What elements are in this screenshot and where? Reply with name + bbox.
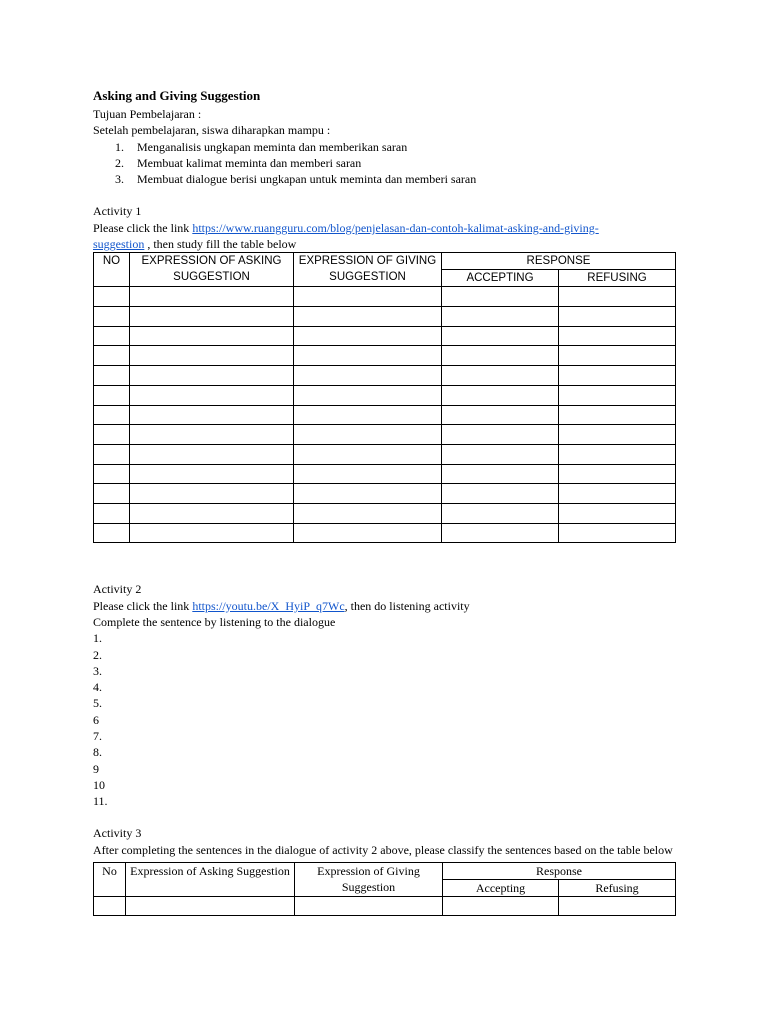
activity-2-instruction bbox=[93, 598, 678, 614]
table-cell[interactable] bbox=[559, 464, 676, 484]
table-cell[interactable] bbox=[130, 385, 294, 405]
table-cell[interactable] bbox=[443, 897, 559, 916]
answer-number: 3. bbox=[93, 663, 102, 678]
objective-text: Membuat kalimat meminta dan memberi saran bbox=[137, 155, 362, 170]
table-cell[interactable] bbox=[294, 307, 442, 327]
table-cell[interactable] bbox=[559, 405, 676, 425]
table-cell[interactable] bbox=[442, 405, 559, 425]
objective-number: 2. bbox=[115, 155, 124, 170]
activity-1-heading: Activity 1 bbox=[93, 204, 142, 219]
document-title: Asking and Giving Suggestion bbox=[93, 88, 261, 103]
objective-number: 1. bbox=[115, 139, 124, 154]
setelah-text: Setelah pembelajaran, siswa diharapkan mampu : bbox=[93, 123, 331, 138]
table-cell[interactable] bbox=[559, 897, 676, 916]
table-cell[interactable] bbox=[94, 444, 130, 464]
table-cell[interactable] bbox=[294, 464, 442, 484]
table-cell[interactable] bbox=[559, 444, 676, 464]
table-cell[interactable] bbox=[294, 484, 442, 504]
table-row bbox=[94, 287, 676, 307]
col-header-response: Response bbox=[443, 863, 676, 880]
table-row bbox=[94, 366, 676, 386]
table-cell[interactable] bbox=[294, 326, 442, 346]
table-cell[interactable] bbox=[94, 503, 130, 523]
table-cell[interactable] bbox=[442, 523, 559, 543]
answer-number-list bbox=[93, 630, 678, 809]
table-cell[interactable] bbox=[126, 897, 295, 916]
table-row bbox=[94, 484, 676, 504]
table-cell[interactable] bbox=[559, 326, 676, 346]
table-cell[interactable] bbox=[559, 425, 676, 445]
table-cell[interactable] bbox=[442, 287, 559, 307]
table-cell[interactable] bbox=[559, 346, 676, 366]
table-cell[interactable] bbox=[442, 484, 559, 504]
answer-number: 11. bbox=[93, 794, 108, 809]
col-header-response: RESPONSE bbox=[442, 253, 676, 270]
table-cell[interactable] bbox=[294, 287, 442, 307]
activity-1-instr-post: , then study fill the table below bbox=[144, 237, 297, 252]
objective-text: Menganalisis ungkapan meminta dan memberikan saran bbox=[137, 139, 408, 154]
table-row bbox=[94, 503, 676, 523]
answer-number: 6 bbox=[93, 712, 99, 727]
table-cell[interactable] bbox=[559, 523, 676, 543]
col-header-accepting: ACCEPTING bbox=[442, 270, 559, 287]
table-cell[interactable] bbox=[442, 444, 559, 464]
col-header-refusing: Refusing bbox=[559, 880, 676, 897]
col-header-accepting: Accepting bbox=[443, 880, 559, 897]
answer-number: 10 bbox=[93, 777, 105, 792]
table-cell[interactable] bbox=[442, 503, 559, 523]
spacer bbox=[93, 543, 678, 581]
table-cell[interactable] bbox=[94, 346, 130, 366]
col-header-asking: EXPRESSION OF ASKING SUGGESTION bbox=[130, 253, 294, 287]
table-row bbox=[94, 897, 676, 916]
table-row bbox=[94, 385, 676, 405]
objectives-list bbox=[93, 139, 678, 188]
activity-2-instr-pre: Please click the link bbox=[93, 598, 193, 613]
table-cell[interactable] bbox=[94, 464, 130, 484]
objective-item bbox=[115, 155, 678, 171]
tujuan-label: Tujuan Pembelajaran : bbox=[93, 107, 202, 121]
table-cell[interactable] bbox=[130, 405, 294, 425]
table-cell[interactable] bbox=[559, 503, 676, 523]
table-cell[interactable] bbox=[559, 484, 676, 504]
activity-1-link-cont[interactable]: suggestion bbox=[93, 237, 145, 252]
activity-2-heading: Activity 2 bbox=[93, 582, 142, 597]
table-cell[interactable] bbox=[130, 307, 294, 327]
table-cell[interactable] bbox=[294, 444, 442, 464]
objective-item bbox=[115, 171, 678, 187]
activity-2-link[interactable]: https://youtu.be/X_HyiP_q7Wc bbox=[192, 598, 345, 613]
answer-number: 7. bbox=[93, 728, 102, 743]
activity-1-instr-pre: Please click the link bbox=[93, 220, 193, 235]
objective-number: 3. bbox=[115, 172, 124, 187]
col-header-giving: EXPRESSION OF GIVING SUGGESTION bbox=[294, 253, 442, 287]
activity-1-instruction bbox=[93, 220, 678, 253]
table-row bbox=[94, 346, 676, 366]
activity-1-table bbox=[93, 252, 676, 543]
table-cell[interactable] bbox=[94, 484, 130, 504]
col-header-no: NO bbox=[94, 253, 130, 287]
table-cell[interactable] bbox=[94, 405, 130, 425]
table-cell[interactable] bbox=[130, 366, 294, 386]
objective-text: Membuat dialogue berisi ungkapan untuk meminta dan memberi saran bbox=[137, 172, 477, 187]
table-cell[interactable] bbox=[130, 464, 294, 484]
table-cell[interactable] bbox=[294, 366, 442, 386]
table-cell[interactable] bbox=[94, 425, 130, 445]
activity-1 bbox=[93, 203, 678, 543]
table-cell[interactable] bbox=[559, 287, 676, 307]
table-cell[interactable] bbox=[130, 444, 294, 464]
activity-1-link[interactable]: https://www.ruangguru.com/blog/penjelasan-dan-contoh-kalimat-asking-and-giving- bbox=[192, 220, 599, 235]
table-cell[interactable] bbox=[442, 307, 559, 327]
table-cell[interactable] bbox=[294, 405, 442, 425]
table-cell[interactable] bbox=[294, 425, 442, 445]
table-cell[interactable] bbox=[94, 523, 130, 543]
activity-2 bbox=[93, 581, 678, 809]
table-cell[interactable] bbox=[294, 385, 442, 405]
table-cell[interactable] bbox=[130, 346, 294, 366]
table-cell[interactable] bbox=[130, 287, 294, 307]
table-cell[interactable] bbox=[130, 503, 294, 523]
table-cell[interactable] bbox=[94, 287, 130, 307]
table-cell[interactable] bbox=[559, 307, 676, 327]
table-cell[interactable] bbox=[294, 523, 442, 543]
table-cell[interactable] bbox=[94, 307, 130, 327]
table-cell[interactable] bbox=[559, 366, 676, 386]
table-cell[interactable] bbox=[94, 385, 130, 405]
answer-number: 2. bbox=[93, 647, 102, 662]
document-content bbox=[93, 87, 678, 916]
table-cell[interactable] bbox=[295, 897, 443, 916]
answer-number: 5. bbox=[93, 696, 102, 711]
table-cell[interactable] bbox=[442, 425, 559, 445]
col-header-no: No bbox=[94, 863, 126, 897]
activity-3 bbox=[93, 825, 678, 916]
table-cell[interactable] bbox=[130, 326, 294, 346]
activity-3-heading: Activity 3 bbox=[93, 826, 142, 841]
activity-2-complete: Complete the sentence by listening to the dialogue bbox=[93, 614, 336, 629]
table-cell[interactable] bbox=[442, 366, 559, 386]
answer-number: 1. bbox=[93, 631, 102, 646]
table-cell[interactable] bbox=[130, 484, 294, 504]
activity-2-instr-post: , then do listening activity bbox=[344, 598, 470, 613]
col-header-refusing: REFUSING bbox=[559, 270, 676, 287]
table-row bbox=[94, 307, 676, 327]
table-cell[interactable] bbox=[442, 346, 559, 366]
table-row bbox=[94, 425, 676, 445]
objective-item bbox=[115, 139, 678, 155]
table-cell[interactable] bbox=[130, 523, 294, 543]
table-cell[interactable] bbox=[442, 464, 559, 484]
table-cell[interactable] bbox=[94, 897, 126, 916]
table-row bbox=[94, 464, 676, 484]
table-cell[interactable] bbox=[442, 385, 559, 405]
table-cell[interactable] bbox=[94, 326, 130, 346]
answer-number: 8. bbox=[93, 745, 102, 760]
table-row bbox=[94, 523, 676, 543]
table-cell[interactable] bbox=[442, 326, 559, 346]
table-row bbox=[94, 405, 676, 425]
table-cell[interactable] bbox=[559, 385, 676, 405]
activity-3-instruction: After completing the sentences in the dialogue of activity 2 above, please classify the sentences based on the table below bbox=[93, 842, 673, 857]
col-header-giving: Expression of Giving Suggestion bbox=[295, 863, 443, 897]
table-row bbox=[94, 444, 676, 464]
col-header-asking: Expression of Asking Suggestion bbox=[126, 863, 295, 897]
answer-number: 9 bbox=[93, 761, 99, 776]
table-cell[interactable] bbox=[130, 425, 294, 445]
table-cell[interactable] bbox=[94, 366, 130, 386]
table-cell[interactable] bbox=[294, 503, 442, 523]
table-row bbox=[94, 326, 676, 346]
activity-3-table bbox=[93, 862, 676, 916]
table-cell[interactable] bbox=[294, 346, 442, 366]
answer-number: 4. bbox=[93, 680, 102, 695]
